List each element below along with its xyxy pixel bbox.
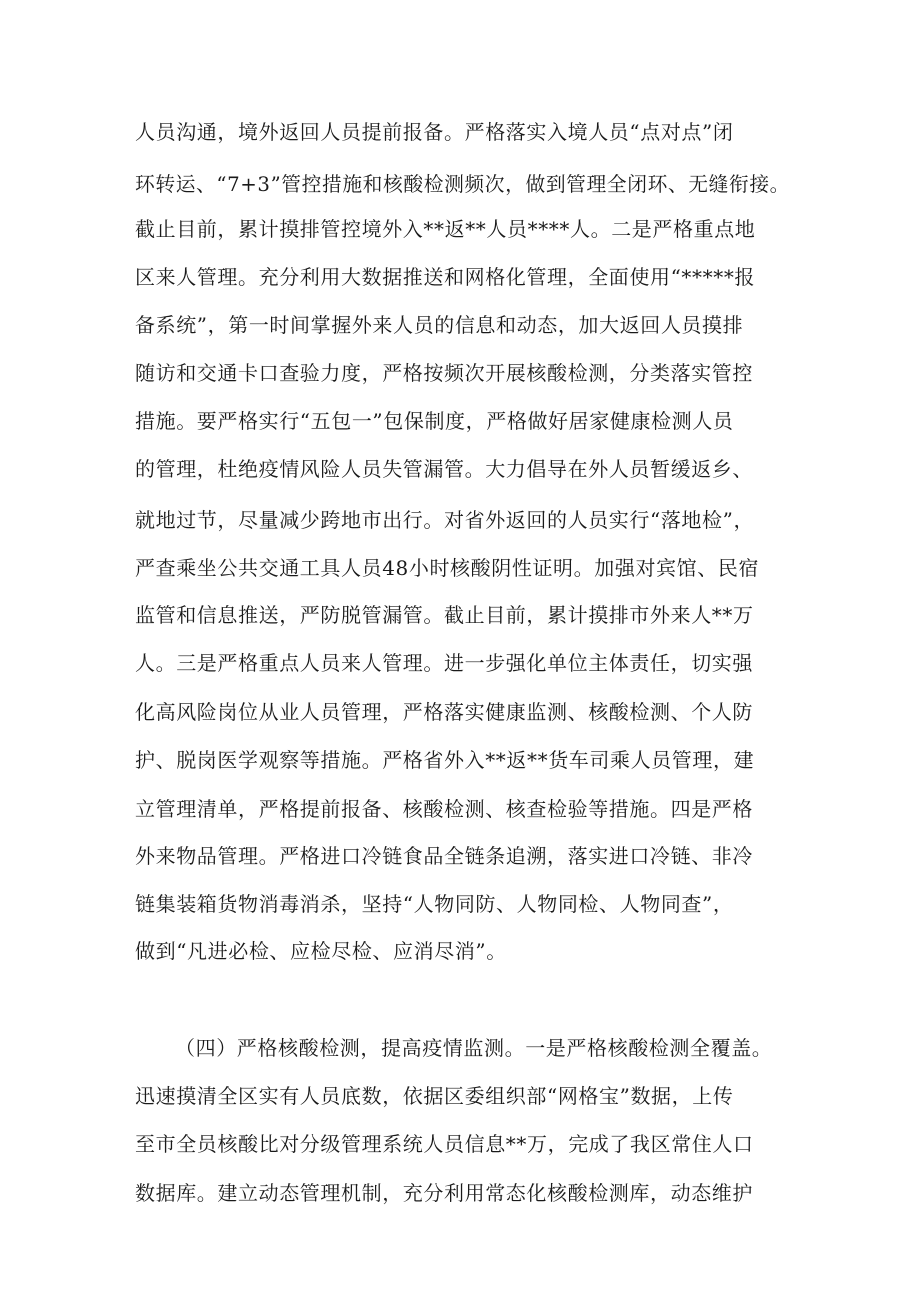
text-line: 化高风险岗位从业人员管理，严格落实健康监测、核酸检测、个人防 [135, 700, 753, 724]
text-line: 外来物品管理。严格进口冷链食品全链条追溯，落实进口冷链、非冷 [135, 844, 753, 868]
text-line: 护、脱岗医学观察等措施。严格省外入**返**货车司乘人员管理，建 [135, 748, 755, 772]
section-heading-line: （四）严格核酸检测，提高疫情监测。一是严格核酸检测全覆盖。 [175, 1036, 773, 1060]
text-line: 随访和交通卡口查验力度，严格按频次开展核酸检测，分类落实管控 [135, 361, 753, 385]
text-line: 截止目前，累计摸排管控境外入**返**人员****人。二是严格重点地 [135, 217, 756, 241]
text-line: 立管理清单，严格提前报备、核酸检测、核查检验等措施。四是严格 [135, 797, 753, 821]
text-line: 至市全员核酸比对分级管理系统人员信息**万，完成了我区常住人口 [135, 1132, 754, 1156]
text-line: 措施。要严格实行“五包一”包保制度，严格做好居家健康检测人员 [135, 409, 734, 433]
text-line: 人。三是严格重点人员来人管理。进一步强化单位主体责任，切实强 [135, 651, 753, 675]
text-line: 就地过节，尽量减少跨地市出行。对省外返回的人员实行“落地检”， [135, 508, 755, 532]
text-line: 严查乘坐公共交通工具人员48小时核酸阴性证明。加强对宾馆、民宿 [135, 556, 760, 580]
text-line: 人员沟通，境外返回人员提前报备。严格落实入境人员“点对点”闭 [135, 120, 734, 144]
text-line: 链集装箱货物消毒消杀，坚持“人物同防、人物同检、人物同查”， [135, 892, 734, 916]
text-line: 备系统”，第一时间掌握外来人员的信息和动态，加大返回人员摸排 [135, 313, 744, 337]
text-line: 的管理，杜绝疫情风险人员失管漏管。大力倡导在外人员暂缓返乡、 [135, 457, 753, 481]
text-line: 数据库。建立动态管理机制，充分利用常态化核酸检测库，动态维护 [135, 1181, 753, 1205]
text-line: 区来人管理。充分利用大数据推送和网格化管理，全面使用“*****报 [135, 265, 756, 289]
text-line: 监管和信息推送，严防脱管漏管。截止目前，累计摸排市外来人**万 [135, 603, 754, 627]
text-line: 环转运、“7+3”管控措施和核酸检测频次，做到管理全闭环、无缝衔接。 [135, 172, 791, 196]
text-line: 做到“凡进必检、应检尽检、应消尽消”。 [135, 939, 507, 963]
text-line: 迅速摸清全区实有人员底数，依据区委组织部“网格宝”数据，上传 [135, 1084, 734, 1108]
